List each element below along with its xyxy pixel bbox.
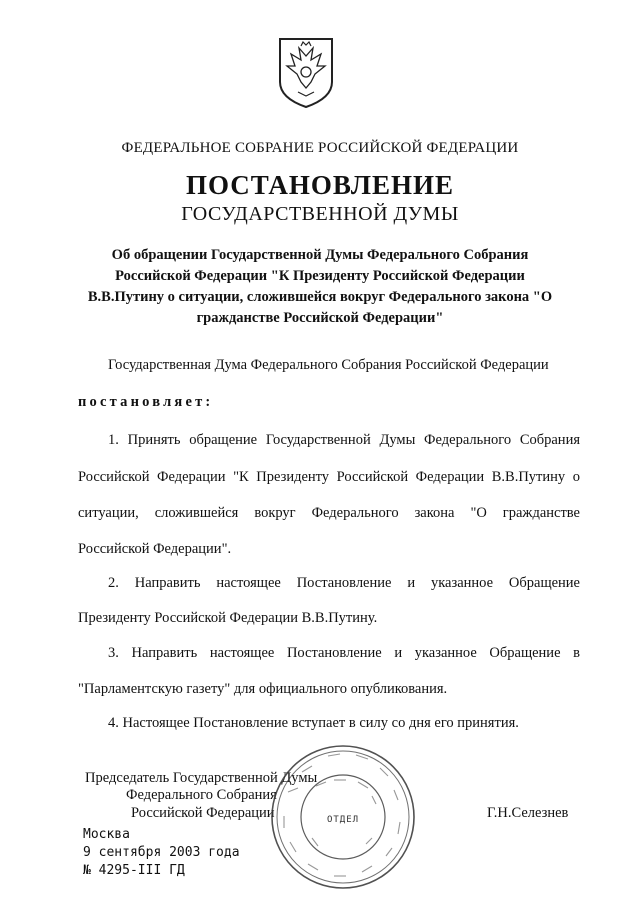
- assembly-heading: ФЕДЕРАЛЬНОЕ СОБРАНИЕ РОССИЙСКОЙ ФЕДЕРАЦИИ: [121, 140, 519, 156]
- document-title: ПОСТАНОВЛЕНИЕ: [185, 170, 455, 200]
- signatory-title-line: Российской Федерации: [131, 805, 275, 821]
- signatory-name: Г.Н.Селезнев: [487, 805, 569, 821]
- item-1-line: 1. Принять обращение Государственной Думы Федерального Собрания: [108, 432, 580, 448]
- item-2-line: Президенту Российской Федерации В.В.Путину.: [78, 610, 378, 626]
- subject-line: гражданстве Российской Федерации": [196, 310, 444, 326]
- document-subject: [70, 245, 570, 329]
- place-of-issue: Москва: [83, 827, 130, 842]
- subject-line: Об обращении Государственной Думы Федерального Собрания: [111, 247, 529, 263]
- stamp-center-text: ОТДЕЛ: [326, 815, 360, 825]
- subject-line: В.В.Путину о ситуации, сложившейся вокруг Федерального закона "О: [87, 289, 553, 305]
- official-stamp: [268, 742, 418, 892]
- signatory-title-line: Федерального Собрания: [126, 787, 277, 803]
- subject-line: Российской Федерации "К Президенту Российской Федерации: [115, 268, 525, 284]
- document-issuer: ГОСУДАРСТВЕННОЙ ДУМЫ: [181, 203, 459, 225]
- item-2-line: 2. Направить настоящее Постановление и указанное Обращение: [108, 575, 580, 591]
- item-1-line: Российской Федерации".: [78, 541, 232, 557]
- issue-date: 9 сентября 2003 года: [83, 845, 240, 860]
- signatory-title-line: Председатель Государственной Думы: [85, 770, 318, 786]
- item-1-line: Российской Федерации "К Президенту Российской Федерации В.В.Путину о: [78, 469, 580, 485]
- item-4-paragraph: 4. Настоящее Постановление вступает в силу со дня его принятия.: [108, 715, 519, 731]
- item-1-line: ситуации, сложившейся вокруг Федерального закона "О гражданстве: [78, 505, 580, 521]
- intro-paragraph: Государственная Дума Федерального Собрания Российской Федерации: [108, 357, 549, 373]
- document-number: № 4295-III ГД: [83, 863, 185, 878]
- item-3-line: "Парламентскую газету" для официального опубликования.: [78, 681, 448, 697]
- decrees-word: постановляет:: [78, 394, 214, 410]
- item-3-line: 3. Направить настоящее Постановление и указанное Обращение в: [108, 645, 580, 661]
- coat-of-arms-emblem: [277, 36, 335, 110]
